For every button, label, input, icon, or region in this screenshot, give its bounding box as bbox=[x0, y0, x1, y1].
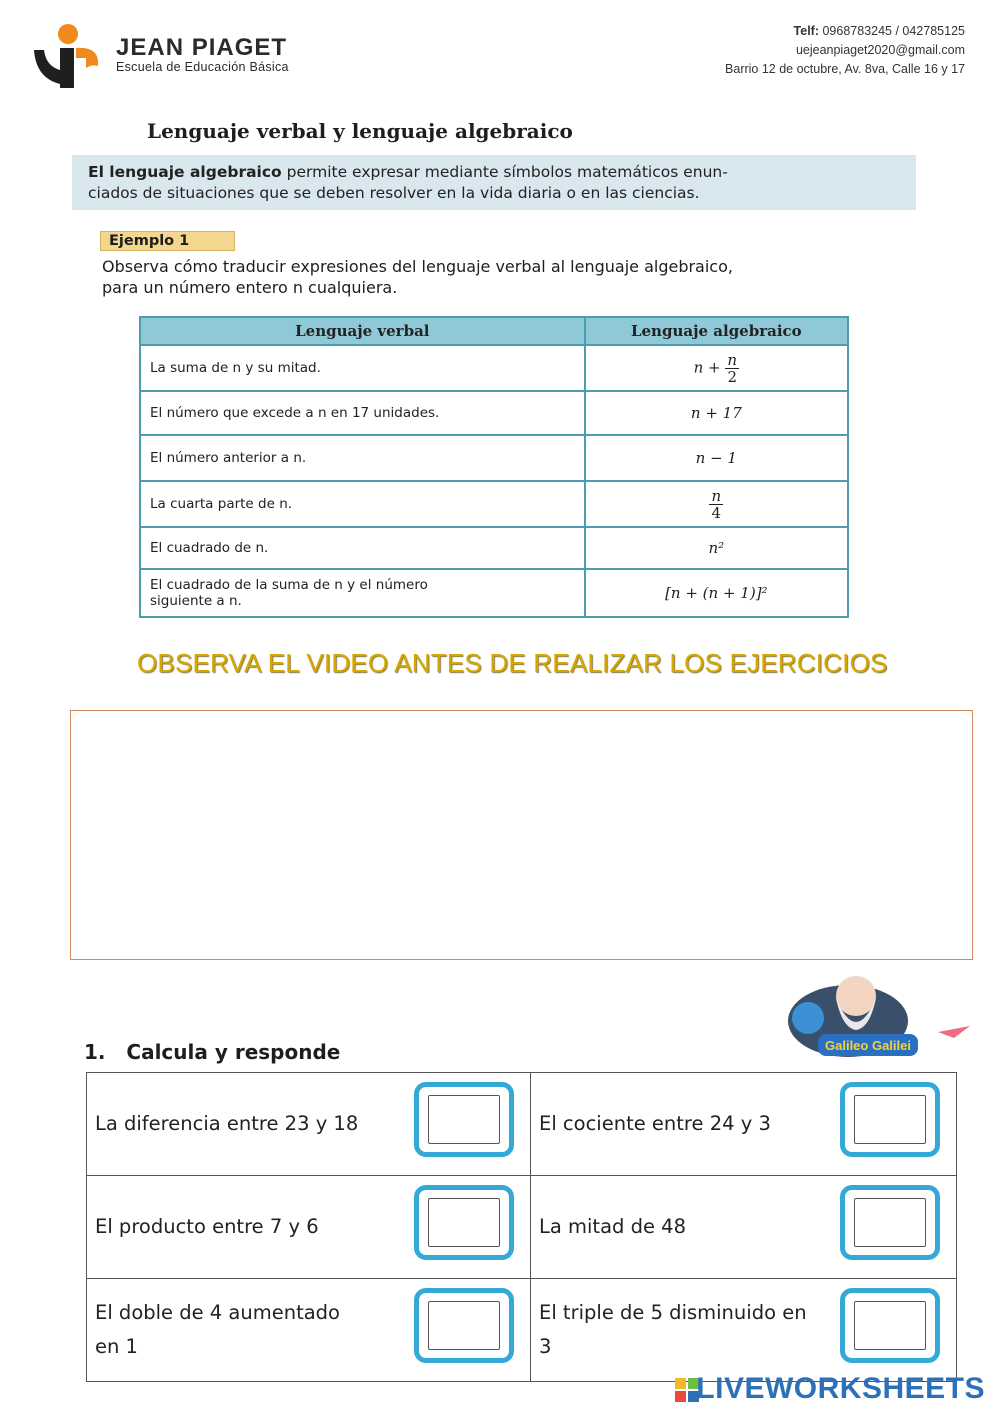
galileo-badge-label: Galileo Galilei bbox=[825, 1038, 911, 1053]
answer-box[interactable] bbox=[840, 1082, 940, 1157]
question-text: El doble de 4 aumentado en 1 bbox=[95, 1301, 340, 1358]
verbal-cell: El cuadrado de n. bbox=[140, 527, 585, 569]
question-text: El producto entre 7 y 6 bbox=[95, 1215, 319, 1239]
table-row bbox=[87, 1073, 957, 1176]
table-row bbox=[140, 481, 848, 527]
answer-box[interactable] bbox=[414, 1185, 514, 1260]
definition-bold: El lenguaje algebraico bbox=[88, 163, 282, 181]
page-title: Lenguaje verbal y lenguaje algebraico bbox=[147, 119, 573, 143]
question-cell bbox=[87, 1279, 531, 1382]
question-cell bbox=[87, 1176, 531, 1279]
verbal-cell: El número que excede a n en 17 unidades. bbox=[140, 391, 585, 435]
table-row bbox=[140, 435, 848, 481]
email-text: uejeanpiaget2020@gmail.com bbox=[795, 43, 965, 57]
answer-box[interactable] bbox=[840, 1288, 940, 1363]
answer-input[interactable] bbox=[854, 1198, 926, 1247]
header-verbal: Lenguaje verbal bbox=[140, 317, 585, 345]
table-row bbox=[140, 527, 848, 569]
table-row bbox=[140, 569, 848, 617]
answer-box[interactable] bbox=[414, 1082, 514, 1157]
example-table bbox=[139, 316, 849, 618]
question-cell bbox=[531, 1279, 957, 1382]
algebraic-cell: n − 1 bbox=[585, 435, 848, 481]
table-row bbox=[140, 345, 848, 391]
verbal-cell bbox=[140, 569, 585, 617]
answer-input[interactable] bbox=[428, 1198, 500, 1247]
verbal-line1: El cuadrado de la suma de n y el número bbox=[150, 577, 428, 593]
school-logo-icon bbox=[30, 22, 102, 92]
header-algebraic: Lenguaje algebraico bbox=[585, 317, 848, 345]
algebraic-cell bbox=[585, 481, 848, 527]
question-text: La mitad de 48 bbox=[539, 1215, 686, 1239]
verbal-cell: La suma de n y su mitad. bbox=[140, 345, 585, 391]
fraction-numerator: n bbox=[727, 350, 738, 369]
exercise-title bbox=[84, 1040, 340, 1064]
question-cell bbox=[87, 1073, 531, 1176]
school-name: JEAN PIAGET bbox=[116, 34, 288, 61]
definition-rest: permite expresar mediante símbolos matemáticos enun- bbox=[281, 163, 728, 181]
verbal-cell: La cuarta parte de n. bbox=[140, 481, 585, 527]
algebraic-cell: n² bbox=[585, 527, 848, 569]
definition-text bbox=[88, 162, 908, 204]
answer-input[interactable] bbox=[854, 1301, 926, 1350]
fraction-denominator: 2 bbox=[727, 367, 737, 386]
question-text: El cociente entre 24 y 3 bbox=[539, 1112, 771, 1136]
verbal-cell: El número anterior a n. bbox=[140, 435, 585, 481]
table-row bbox=[87, 1176, 957, 1279]
exercise-number: 1. bbox=[84, 1040, 106, 1064]
address-text: Barrio 12 de octubre, Av. 8va, Calle 16 y 17 bbox=[725, 62, 965, 76]
video-notice: OBSERVA EL VIDEO ANTES DE REALIZAR LOS EJERCICIOS bbox=[137, 648, 888, 678]
answer-input[interactable] bbox=[428, 1301, 500, 1350]
phone-label: Telf: bbox=[793, 24, 819, 38]
table-header-row bbox=[140, 317, 848, 345]
algebraic-cell: [n + (n + 1)]² bbox=[585, 569, 848, 617]
video-embed[interactable] bbox=[70, 710, 973, 960]
example-tag: Ejemplo 1 bbox=[100, 231, 235, 251]
answer-box[interactable] bbox=[414, 1288, 514, 1363]
algebraic-cell: n + 17 bbox=[585, 391, 848, 435]
question-text: El triple de 5 disminuido en 3 bbox=[539, 1301, 807, 1358]
answer-box[interactable] bbox=[840, 1185, 940, 1260]
school-subtitle: Escuela de Educación Básica bbox=[116, 60, 289, 74]
exercise-table bbox=[86, 1072, 957, 1382]
table-row bbox=[140, 391, 848, 435]
example-text-line1: Observa cómo traducir expresiones del lenguaje verbal al lenguaje algebraico, bbox=[102, 257, 733, 276]
question-text: La diferencia entre 23 y 18 bbox=[95, 1112, 359, 1136]
fraction-numerator: n bbox=[711, 486, 722, 505]
galileo-badge-icon bbox=[778, 966, 974, 1066]
exercise-title-text: Calcula y responde bbox=[126, 1040, 341, 1064]
footer-brand[interactable]: LIVEWORKSHEETS bbox=[696, 1372, 985, 1405]
fraction bbox=[725, 352, 739, 385]
definition-line2: ciados de situaciones que se deben resolver en la vida diaria o en las ciencias. bbox=[88, 184, 700, 202]
example-text bbox=[102, 256, 932, 298]
phone-value: 0968783245 / 042785125 bbox=[822, 24, 965, 38]
contact-info bbox=[725, 22, 965, 79]
alg-prefix: n + bbox=[693, 358, 721, 376]
question-cell bbox=[531, 1073, 957, 1176]
example-text-line2: para un número entero n cualquiera. bbox=[102, 278, 398, 297]
question-cell bbox=[531, 1176, 957, 1279]
verbal-line2: siguiente a n. bbox=[150, 593, 242, 609]
answer-input[interactable] bbox=[854, 1095, 926, 1144]
algebraic-cell bbox=[585, 345, 848, 391]
table-row bbox=[87, 1279, 957, 1382]
answer-input[interactable] bbox=[428, 1095, 500, 1144]
fraction-denominator: 4 bbox=[711, 503, 722, 522]
fraction bbox=[709, 488, 723, 521]
